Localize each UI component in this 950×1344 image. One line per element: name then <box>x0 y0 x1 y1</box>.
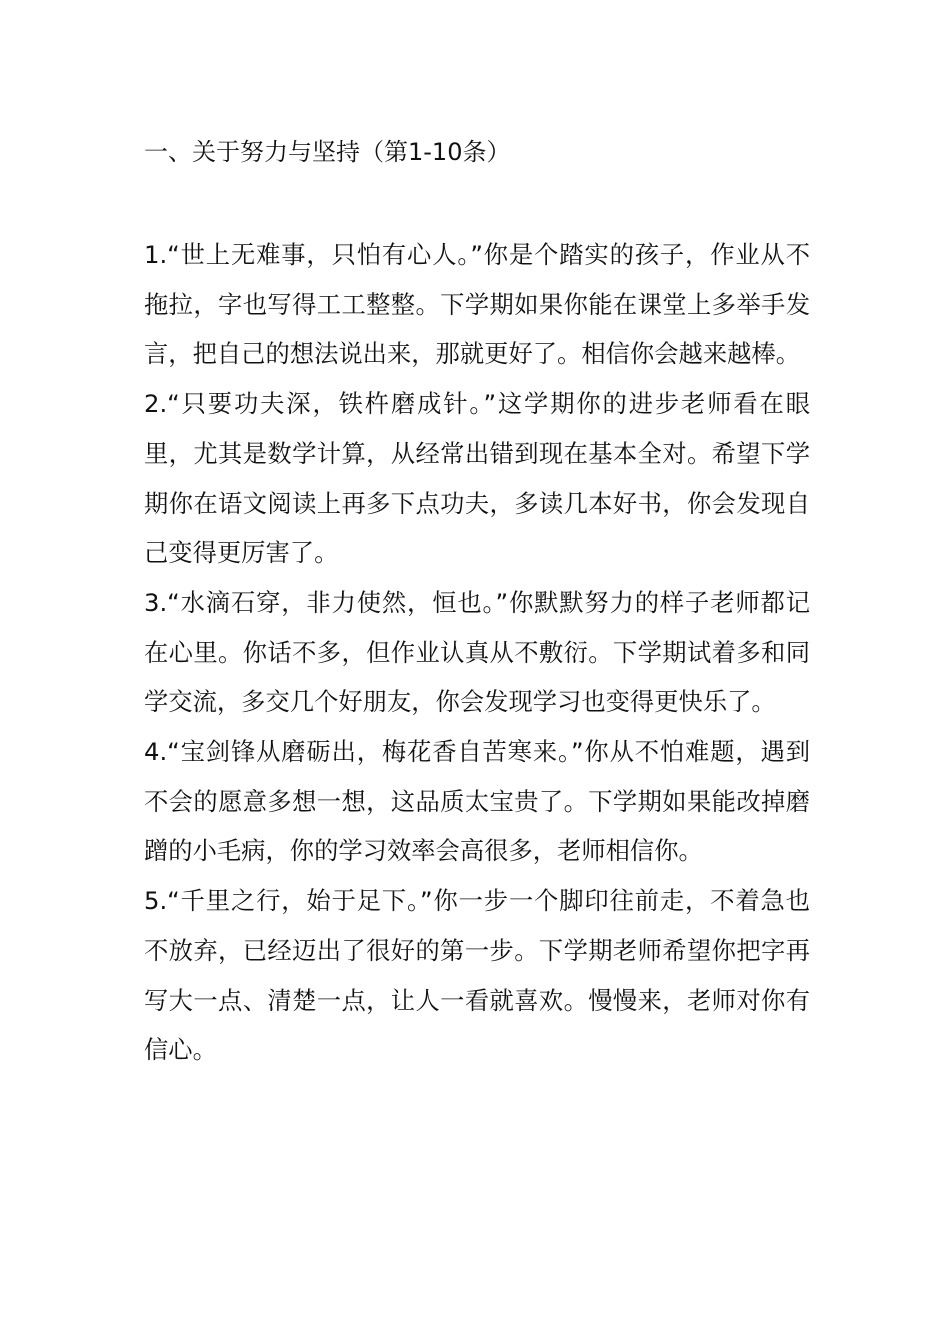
comment-item-1: 1.“世上无难事，只怕有心人。”你是个踏实的孩子，作业从不拖拉，字也写得工工整整。下学期如果你能在课堂上多举手发言，把自己的想法说出来，那就更好了。相信你会越来越棒。 <box>144 240 810 369</box>
comment-item-5: 5.“千里之行，始于足下。”你一步一个脚印往前走，不着急也不放弃，已经迈出了很好的第一步。下学期老师希望你把字再写大一点、清楚一点，让人一看就喜欢。慢慢来，老师对你有信心。 <box>144 886 810 1065</box>
section-heading: 一、关于努力与坚持（第1-10条） <box>144 138 511 166</box>
comment-item-2: 2.“只要功夫深，铁杵磨成针。”这学期你的进步老师看在眼里，尤其是数学计算，从经常出错到现在基本全对。希望下学期你在语文阅读上再多下点功夫，多读几本好书，你会发现自己变得更厉害了。 <box>144 389 810 568</box>
comment-list <box>144 230 810 1075</box>
comment-item-3: 3.“水滴石穿，非力使然，恒也。”你默默努力的样子老师都记在心里。你话不多，但作业认真从不敷衍。下学期试着多和同学交流，多交几个好朋友，你会发现学习也变得更快乐了。 <box>144 587 810 717</box>
comment-item-4: 4.“宝剑锋从磨砺出，梅花香自苦寒来。”你从不怕难题，遇到不会的愿意多想一想，这品质太宝贵了。下学期如果能改掉磨蹭的小毛病，你的学习效率会高很多，老师相信你。 <box>144 737 810 866</box>
